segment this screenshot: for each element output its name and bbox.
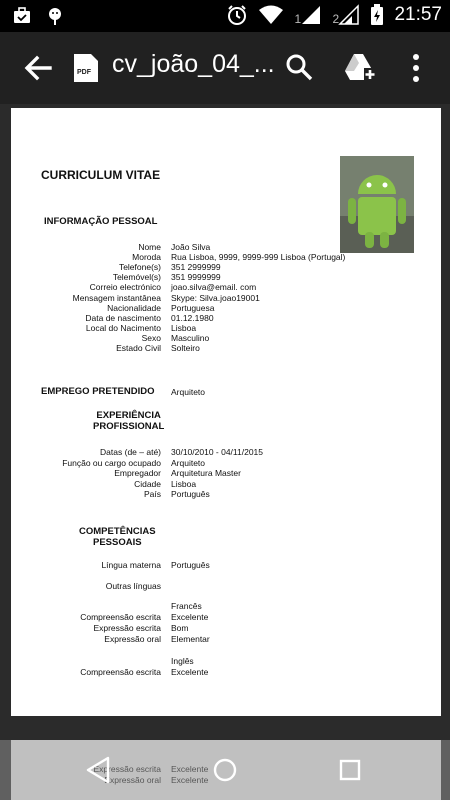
row-label: Datas (de – até) (100, 447, 161, 457)
more-vert-icon[interactable] (404, 50, 428, 86)
row-label: Nacionalidade (107, 302, 161, 313)
android-debug-icon (46, 6, 64, 26)
document-title: cv_joão_04_... (112, 50, 275, 78)
skills-heading-line1: COMPETÊNCIAS (79, 526, 156, 537)
row-label: Telemóvel(s) (112, 272, 161, 283)
experience-heading-line2: PROFISSIONAL (93, 421, 165, 432)
row-label: Telefone(s) (118, 262, 161, 273)
row-value: Rua Lisboa, 9999, 9999-999 Lisboa (Portugal) (171, 252, 346, 263)
row-value: Arquitetura Master (171, 468, 241, 478)
android-robot-icon (340, 156, 414, 253)
mother-tongue-value: Português (171, 560, 210, 570)
row-value: Lisboa (171, 322, 197, 333)
nav-back-icon[interactable] (82, 754, 114, 786)
row-value: Excelente (171, 612, 209, 622)
app-toolbar (0, 32, 450, 104)
signal-sim1 (294, 4, 322, 26)
sim1-label: 1 (294, 12, 302, 26)
alarm-icon (226, 4, 248, 26)
signal-icon (294, 4, 322, 26)
row-value: Portuguesa (171, 302, 215, 313)
clock: 21:57 (394, 4, 442, 25)
nav-home-icon[interactable] (209, 754, 241, 786)
search-icon[interactable] (284, 52, 314, 82)
other-languages-label: Outras línguas (105, 581, 161, 591)
mother-tongue-label: Língua materna (101, 560, 161, 570)
row-label: Nome (138, 242, 161, 252)
row-label: País (143, 489, 161, 499)
row-value: 30/10/2010 - 04/11/2015 (171, 447, 264, 457)
row-label: Compreensão escrita (80, 612, 161, 622)
pdf-badge: PDF (77, 69, 91, 76)
cv-title: CURRICULUM VITAE (41, 168, 161, 182)
row-value: João Silva (171, 242, 211, 252)
drive-add-icon[interactable] (344, 52, 376, 82)
section-experience (93, 410, 164, 432)
skills-heading-line2: PESSOAIS (92, 537, 142, 548)
row-value: Excelente (171, 667, 209, 677)
row-value: Skype: Silva.joao19001 (171, 292, 260, 303)
row-label: Expressão escrita (93, 623, 161, 633)
section-personal: INFORMAÇÃO PESSOAL (44, 216, 158, 227)
row-label: Empregador (114, 468, 161, 478)
signal-icon (332, 4, 360, 26)
section-job: EMPREGO PRETENDIDO (41, 386, 155, 397)
row-label: Data de nascimento (85, 312, 161, 323)
row-value: 351 2999999 (171, 262, 221, 273)
row-value: Solteiro (171, 343, 200, 353)
row-value: Bom (171, 623, 189, 633)
row-label: Compreensão escrita (80, 667, 161, 677)
section-skills (79, 526, 156, 548)
row-value: 01.12.1980 (171, 312, 214, 323)
nav-recents-icon[interactable] (334, 754, 366, 786)
row-label: Moroda (132, 252, 161, 263)
job-value: Arquiteto (171, 387, 206, 397)
profile-photo (340, 156, 414, 253)
row-value: joao.silva@email. com (171, 282, 257, 293)
language-2: Inglês (171, 656, 194, 666)
row-value: Masculino (171, 332, 210, 343)
back-arrow-icon[interactable] (20, 50, 56, 86)
row-label: Local do Nacimento (85, 322, 161, 333)
row-value: Português (171, 489, 210, 499)
pdf-file-icon (74, 54, 98, 82)
row-label: Cidade (134, 478, 161, 489)
pdf-page-1[interactable] (11, 108, 441, 716)
signal-sim2 (332, 4, 360, 26)
sim2-label: 2 (332, 12, 340, 26)
row-value: Arquiteto (171, 457, 206, 468)
row-value: Lisboa (171, 478, 197, 489)
briefcase-check-icon (12, 6, 32, 26)
row-label: Sexo (141, 332, 161, 343)
row-label: Função ou cargo ocupado (62, 457, 161, 468)
row-label: Mensagem instantânea (72, 292, 161, 303)
experience-heading-line1: EXPERIÊNCIA (96, 410, 161, 421)
battery-charging-icon (370, 4, 384, 26)
language-1: Francês (171, 601, 202, 611)
row-label: Estado Civil (116, 343, 161, 353)
row-value: Elementar (171, 634, 210, 644)
navigation-bar (0, 740, 450, 800)
row-value: 351 9999999 (171, 272, 221, 283)
wifi-icon (258, 5, 284, 25)
row-label: Correio electrónico (89, 282, 161, 293)
row-label: Expressão oral (104, 634, 161, 644)
status-bar (0, 0, 450, 32)
